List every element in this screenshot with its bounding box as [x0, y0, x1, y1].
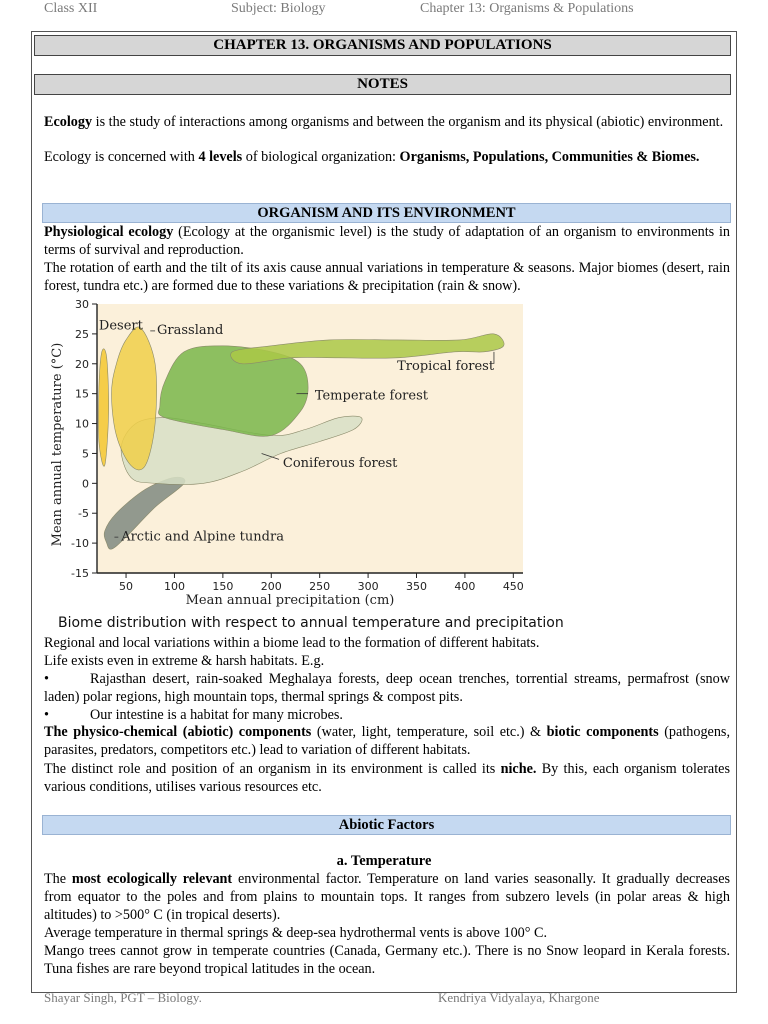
x-tick-label: 450: [502, 580, 524, 593]
levels-count: 4 levels: [198, 149, 243, 165]
ecology-definition-text: is the study of interactions among organisms and between the organism and its physical (abiotic) environment.: [92, 114, 724, 130]
y-tick-label: 20: [75, 357, 89, 371]
x-tick-label: 350: [406, 580, 427, 593]
y-tick-label: 5: [82, 447, 89, 461]
levels-text-2: of biological organization:: [242, 149, 400, 165]
header-chapter: Chapter 13: Organisms & Populations: [420, 1, 634, 16]
temperature-emphasis: most ecologically relevant: [71, 871, 233, 887]
x-tick-label: 200: [260, 580, 282, 593]
list-item-text: Rajasthan desert, rain-soaked Meghalaya forests, deep ocean trenches, torrential streams, permafrost (snow laden) polar regions, high mountain tops, thermal springs & compost pits.: [44, 671, 730, 705]
y-tick-label: 15: [75, 387, 89, 401]
temperature-paragraph: [44, 871, 730, 924]
ecology-definition: [44, 114, 730, 132]
abiotic-components: The physico-chemical (abiotic) components: [44, 724, 312, 740]
region-label-grassland: Grassland: [157, 322, 224, 338]
components-text-2: (pathogens, parasites, predators, competitors etc.) lead to variation of different habitats.: [44, 724, 730, 758]
x-tick-label: 300: [357, 580, 379, 593]
physiological-ecology-text: (Ecology at the organismic level) is the study of adaptation of an organism to environments in terms of survival and reproduction.: [44, 224, 730, 258]
regional-variation: Regional and local variations within a biome lead to the formation of different habitats.: [44, 635, 540, 651]
y-tick-label: 30: [75, 298, 89, 311]
region-label-tropical-forest: Tropical forest: [397, 358, 495, 374]
bullet-dot: •: [44, 671, 49, 687]
chapter-title: CHAPTER 13. ORGANISMS AND POPULATIONS: [34, 35, 731, 56]
components-text-1: (water, light, temperature, soil etc.) &: [311, 724, 547, 740]
niche-text-2: By this, each organism tolerates various conditions, utilises various resources etc.: [44, 761, 730, 795]
life-extreme: Life exists even in extreme & harsh habitats. E.g.: [44, 653, 325, 669]
niche-paragraph: [44, 761, 730, 797]
x-tick-label: 150: [212, 580, 234, 593]
list-item: [44, 707, 730, 725]
region-label-desert: Desert: [98, 318, 143, 334]
list-item: [44, 671, 730, 707]
x-tick-label: 100: [163, 580, 185, 593]
y-tick-label: -5: [78, 507, 89, 521]
ecology-term: Ecology: [44, 114, 93, 130]
biotic-components: biotic components: [546, 724, 659, 740]
section-abiotic-factors: Abiotic Factors: [42, 815, 731, 835]
section-organism-environment: ORGANISM AND ITS ENVIRONMENT: [42, 203, 731, 223]
niche-text-1: The distinct role and position of an organism in its environment is called its: [44, 761, 501, 777]
notes-heading: NOTES: [34, 74, 731, 95]
footer-school: Kendriya Vidyalaya, Khargone: [438, 990, 600, 1005]
y-axis-label: Mean annual temperature (°C): [50, 342, 65, 547]
thermal-springs: Average temperature in thermal springs & deep-sea hydrothermal vents is above 100° C.: [44, 925, 547, 941]
y-tick-label: -10: [71, 537, 89, 551]
levels-list: Organisms, Populations, Communities & Biomes.: [399, 149, 700, 165]
y-tick-label: 25: [75, 327, 89, 341]
subsection-temperature: a. Temperature: [336, 853, 432, 869]
rotation-paragraph: The rotation of earth and the tilt of its axis cause annual variations in temperature & seasons. Major biomes (desert, rain forest, tundra etc.) are formed due to these variations & precipitation (rain & snow).: [44, 260, 730, 294]
physiological-ecology-term: Physiological ecology: [44, 224, 174, 240]
list-item-text: Our intestine is a habitat for many microbes.: [90, 707, 343, 723]
x-tick-label: 50: [119, 580, 134, 593]
ecology-levels: [44, 149, 730, 167]
y-tick-label: 10: [75, 417, 89, 431]
x-tick-label: 250: [309, 580, 331, 593]
y-tick-label: 0: [82, 477, 89, 491]
header-class: Class XII: [44, 1, 98, 16]
header-subject: Subject: Biology: [231, 1, 326, 16]
x-axis-label: Mean annual precipitation (cm): [185, 593, 395, 608]
biome-chart: [44, 296, 524, 608]
region-label-temperate-forest: Temperate forest: [314, 388, 428, 404]
bullet-dot: •: [44, 707, 49, 723]
niche-term: niche.: [500, 761, 537, 777]
components-paragraph: [44, 724, 730, 760]
temperature-text-1: The: [44, 871, 72, 887]
mango-paragraph: Mango trees cannot grow in temperate countries (Canada, Germany etc.). There is no Snow leopard in Kerala forests. Tuna fishes are rare beyond tropical latitudes in the ocean.: [44, 943, 730, 977]
physiological-ecology: [44, 224, 730, 260]
region-label-arctic-and-alpine-tundra: Arctic and Alpine tundra: [121, 529, 284, 545]
levels-text-1: Ecology is concerned with: [44, 149, 199, 165]
x-tick-label: 400: [454, 580, 476, 593]
region-label-coniferous-forest: Coniferous forest: [282, 456, 398, 472]
figure-caption: Biome distribution with respect to annual temperature and precipitation: [58, 615, 564, 631]
y-tick-label: -15: [71, 567, 89, 580]
footer-author: Shayar Singh, PGT – Biology.: [44, 990, 202, 1005]
temperature-text-2: environmental factor. Temperature on land varies seasonally. It gradually decreases from equator to the poles and from plains to mountain tops. It ranges from subzero levels (in polar areas & high altitudes) to >500° C (in tropical deserts).: [44, 871, 731, 923]
